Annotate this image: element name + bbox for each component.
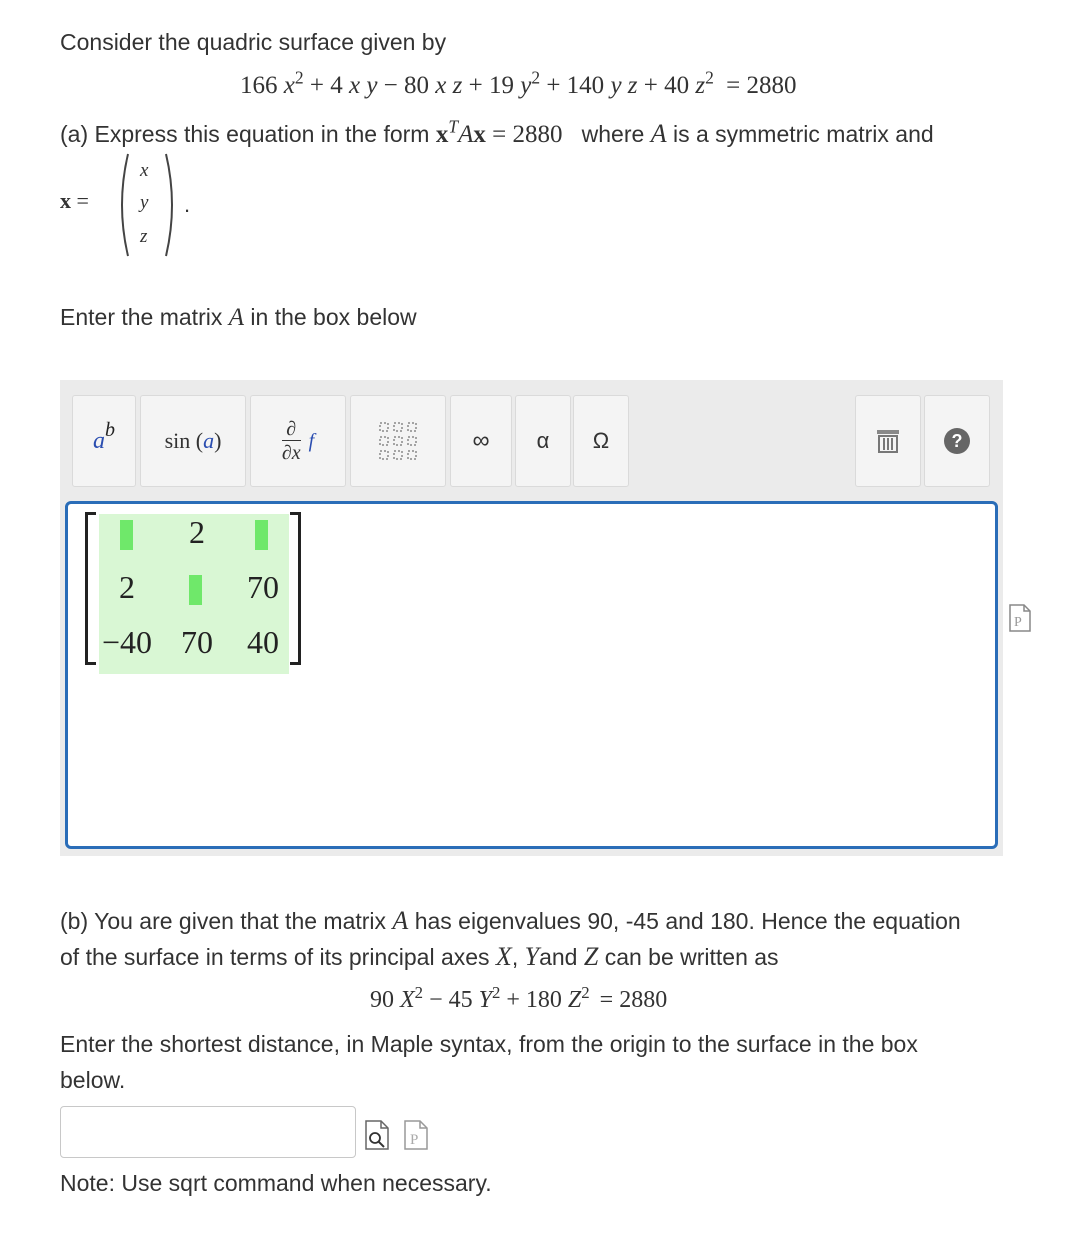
matrix-icon bbox=[378, 421, 418, 461]
part-b-line1: (b) You are given that the matrix A has eigenvalues 90, -45 and 180. Hence the equation bbox=[60, 906, 961, 935]
math-editor-panel bbox=[60, 380, 1003, 856]
sin-button[interactable] bbox=[140, 395, 246, 487]
alpha-button[interactable]: α bbox=[515, 395, 571, 487]
omega-button[interactable]: Ω bbox=[573, 395, 629, 487]
syntax-check-icon[interactable] bbox=[404, 1120, 428, 1150]
help-icon: ? bbox=[944, 428, 970, 454]
x-vector-label: x = bbox=[60, 188, 89, 213]
principal-axes-equation: 90 $X^2 - 45$ $Y^2 + 180$ $Z^2 = 2880$ bbox=[370, 982, 668, 1013]
matrix-editor[interactable] bbox=[65, 501, 998, 849]
matrix-button[interactable] bbox=[350, 395, 446, 487]
note-text: Note: Use sqrt command when necessary. bbox=[60, 1170, 492, 1196]
delete-button[interactable] bbox=[855, 395, 921, 487]
matrix-cell-3-1[interactable]: −40 bbox=[101, 624, 153, 660]
distance-answer-input[interactable] bbox=[60, 1106, 356, 1158]
derivative-button[interactable] bbox=[250, 395, 346, 487]
period: . bbox=[184, 192, 191, 217]
help-button[interactable] bbox=[924, 395, 990, 487]
preview-icon[interactable] bbox=[365, 1120, 389, 1150]
x-vector-z: z bbox=[140, 226, 148, 247]
distance-prompt-line2: below. bbox=[60, 1067, 126, 1093]
placeholder-cell-1-1[interactable] bbox=[120, 520, 133, 550]
svg-text:P: P bbox=[410, 1132, 419, 1148]
x-vector-y: y bbox=[140, 192, 149, 213]
matrix-prompt: Enter the matrix A in the box below bbox=[60, 304, 417, 331]
matrix-cell-2-3[interactable]: 70 bbox=[247, 569, 279, 605]
superscript-glyph: $a^b$ bbox=[93, 418, 115, 454]
superscript-button[interactable] bbox=[72, 395, 136, 487]
intro-text: Consider the quadric surface given by bbox=[60, 29, 447, 55]
sin-glyph: sin (a) bbox=[164, 428, 222, 453]
svg-text:P: P bbox=[1014, 615, 1022, 630]
preview-document-icon[interactable] bbox=[1009, 604, 1031, 632]
partial-glyph: ∂ ∂x f bbox=[281, 418, 315, 464]
part-a-text: (a) Express this equation in the form $x^TAx = 2880$ where A is a symmetric matrix and bbox=[60, 116, 934, 148]
surface-equation: 166 $x^2 + 4$ x y − 80 x z + 19 $y^2 + 140$ y z + 40 $z^2 = 2880$ bbox=[240, 67, 797, 99]
matrix-a bbox=[85, 512, 301, 667]
left-bracket bbox=[85, 512, 96, 665]
placeholder-cell-2-2[interactable] bbox=[189, 575, 202, 605]
distance-prompt-line1: Enter the shortest distance, in Maple syntax, from the origin to the surface in the box bbox=[60, 1031, 918, 1057]
x-vector-x: x bbox=[140, 160, 149, 181]
infinity-button[interactable]: ∞ bbox=[450, 395, 512, 487]
x-vector bbox=[114, 150, 180, 260]
matrix-cell-2-1[interactable]: 2 bbox=[119, 569, 135, 605]
part-b-line2: of the surface in terms of its principal axes X, Yand Z can be written as bbox=[60, 942, 779, 971]
trash-icon bbox=[875, 428, 901, 454]
matrix-cell-1-2[interactable]: 2 bbox=[189, 514, 205, 550]
matrix-cell-3-2[interactable]: 70 bbox=[181, 624, 213, 660]
placeholder-cell-1-3[interactable] bbox=[255, 520, 268, 550]
matrix-cell-3-3[interactable]: 40 bbox=[247, 624, 279, 660]
